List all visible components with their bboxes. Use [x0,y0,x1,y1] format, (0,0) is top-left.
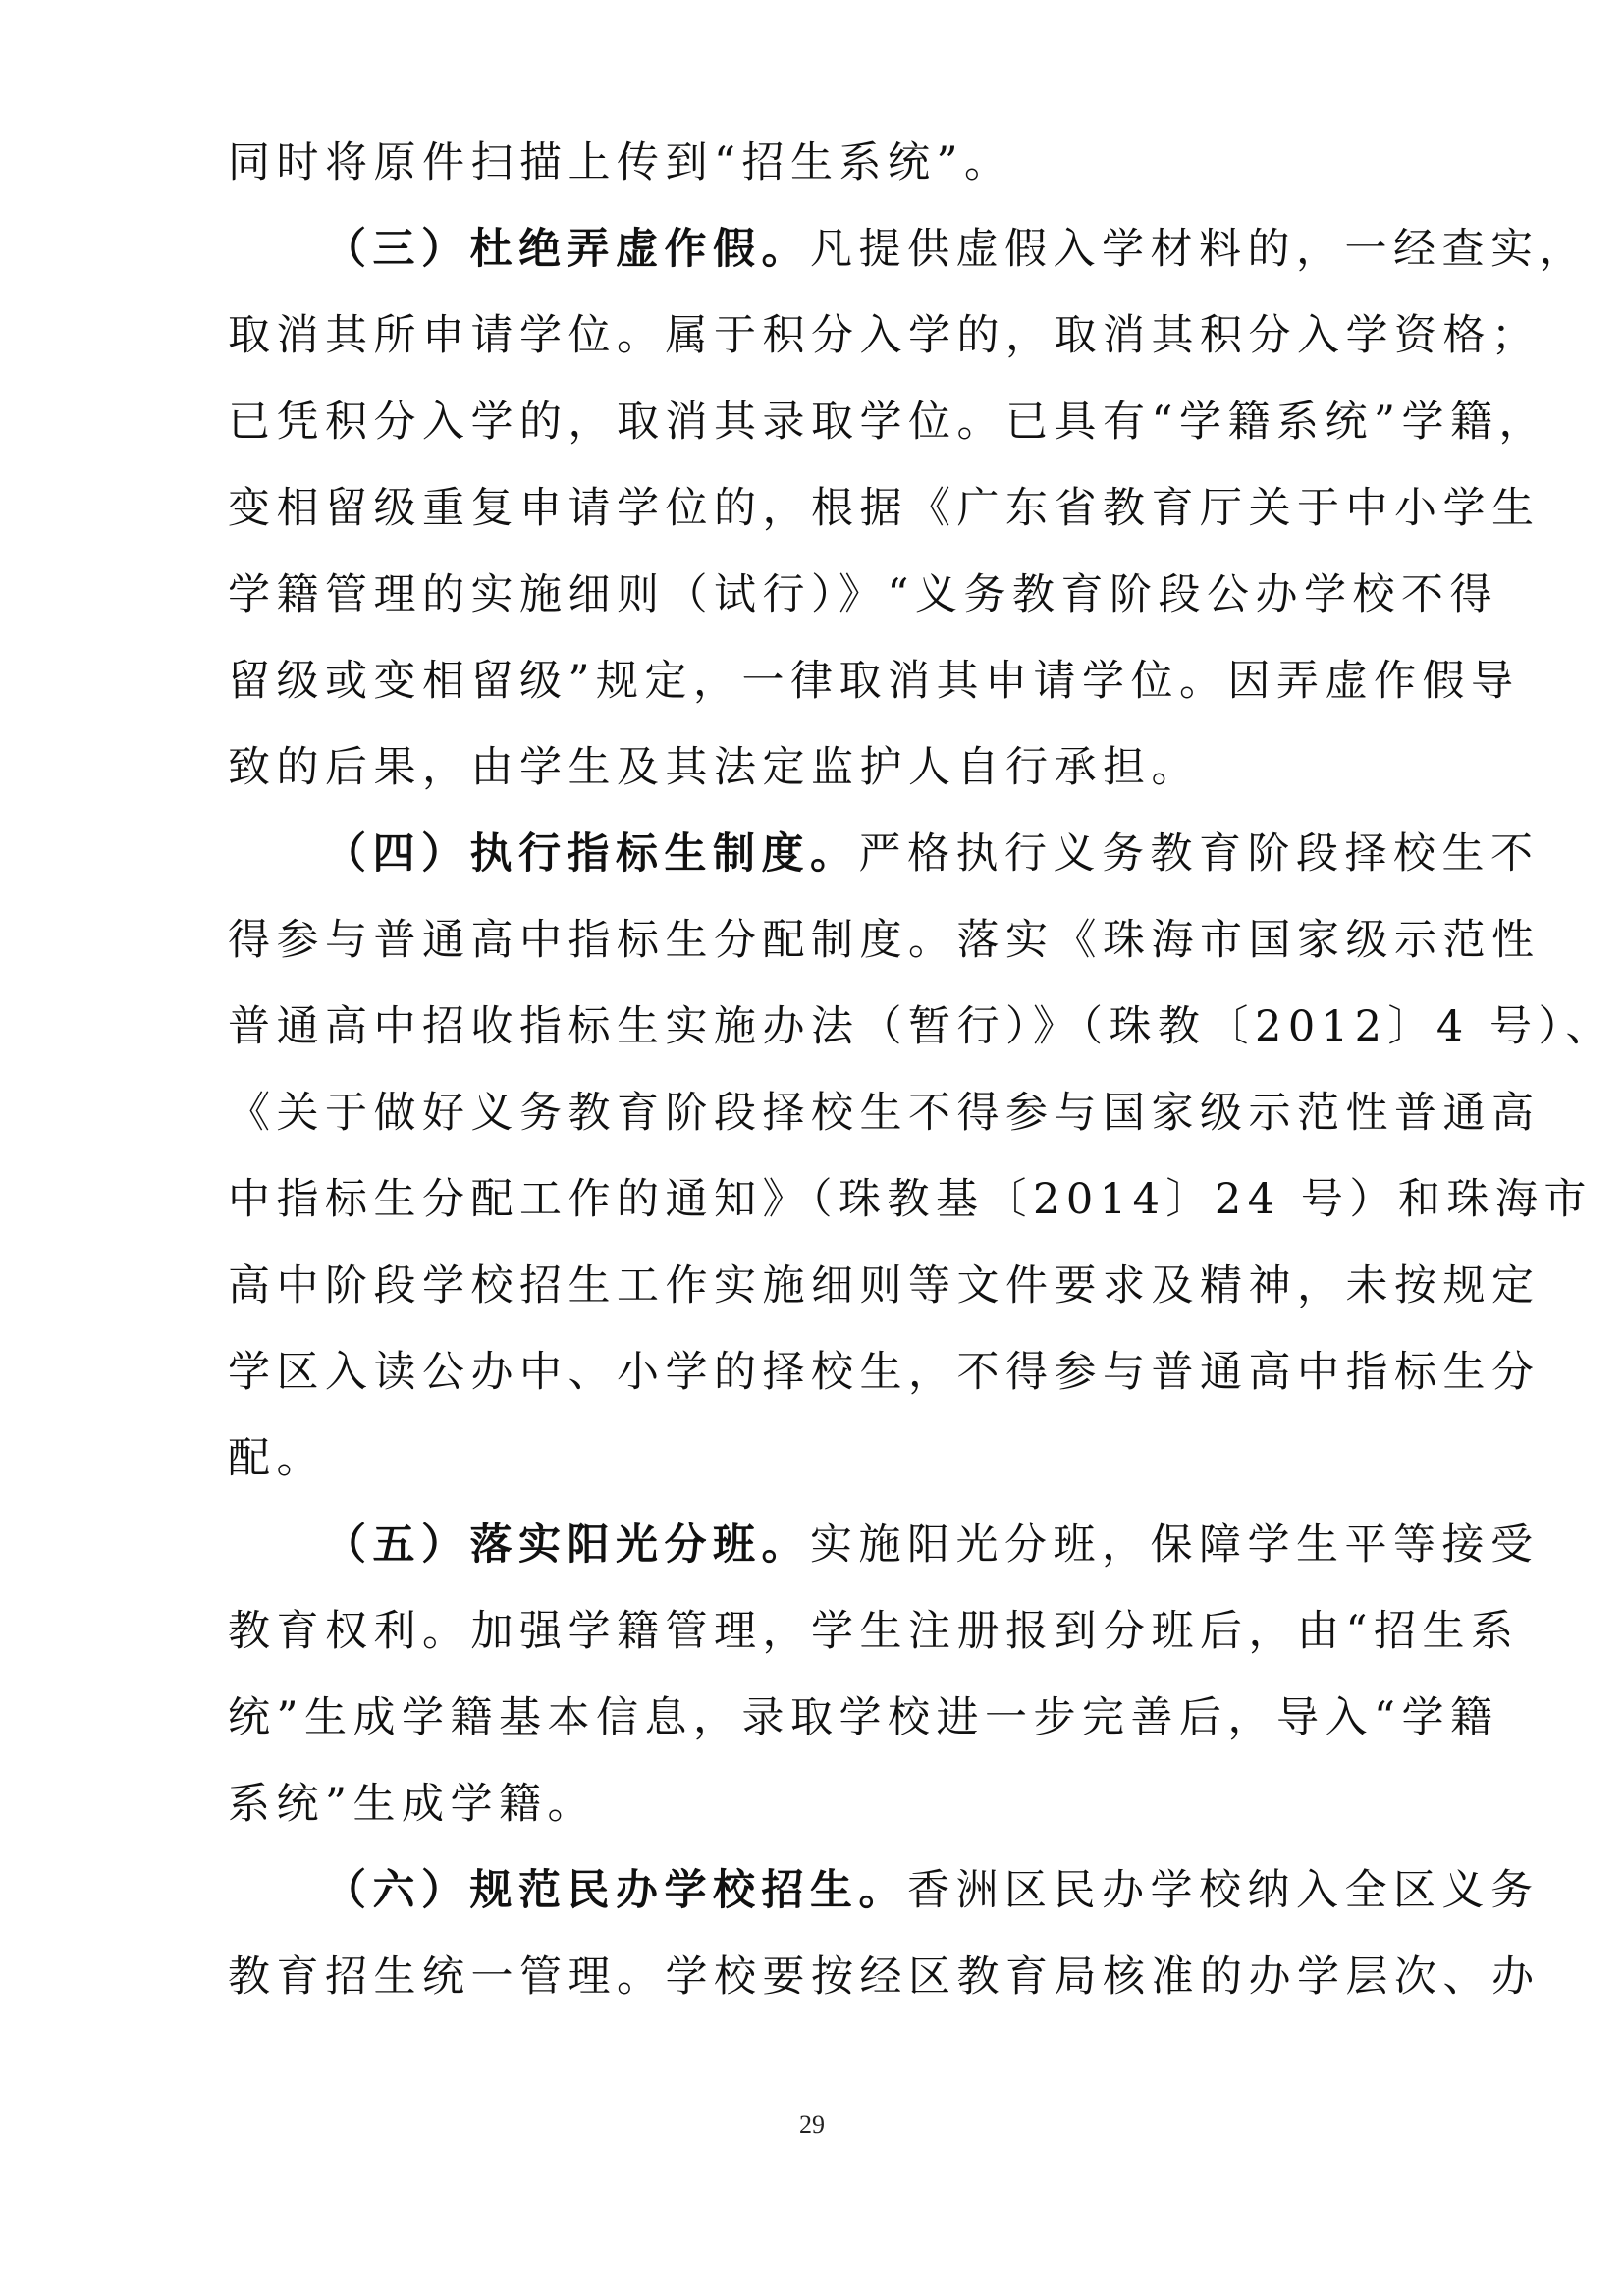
text-line: 统”生成学籍基本信息，录取学校进一步完善后，导入“学籍 [228,1693,1499,1742]
text-line: 普通高中招收指标生实施办法（暂行）》（珠教〔2012〕4 号）、 [228,1002,1614,1051]
paragraph-first-line [324,811,1540,897]
text-line: 得参与普通高中指标生分配制度。落实《珠海市国家级示范性 [228,916,1541,965]
text-line: 配。 [228,1434,325,1483]
text-line: 学籍管理的实施细则（试行）》“义务教育阶段公办学校不得 [228,570,1498,619]
line-text: 凡提供虚假入学材料的，一经查实， [810,225,1588,274]
text-line: 高中阶段学校招生工作实施细则等文件要求及精神，未按规定 [228,1261,1541,1310]
page-number: 29 [799,2110,825,2139]
paragraph-first-line [324,1847,1540,1934]
text-line: 中指标生分配工作的通知》（珠教基〔2014〕24 号）和珠海市 [228,1175,1593,1224]
text-line: 取消其所申请学位。属于积分入学的，取消其积分入学资格； [228,311,1541,360]
section-heading: （四）执行指标生制度。 [324,829,859,879]
text-line: 《关于做好义务教育阶段择校生不得参与国家级示范性普通高 [228,1089,1541,1138]
text-line: 留级或变相留级”规定，一律取消其申请学位。因弄虚作假导 [228,657,1520,706]
section-heading: （六）规范民办学校招生。 [324,1866,907,1915]
text-line: 学区入读公办中、小学的择校生，不得参与普通高中指标生分 [228,1348,1541,1397]
line-text: 严格执行义务教育阶段择校生不 [858,829,1540,879]
paragraph-first-line [324,1502,1540,1588]
text-line: 致的后果，由学生及其法定监护人自行承担。 [228,743,1200,792]
text-line: 教育招生统一管理。学校要按经区教育局核准的办学层次、办 [228,1952,1541,2002]
line-text: 香洲区民办学校纳入全区义务 [907,1866,1540,1915]
text-line [228,120,1406,206]
section-heading: （五）落实阳光分班。 [324,1521,810,1570]
paragraph-first-line [324,206,1588,293]
text-line: 系统”生成学籍。 [228,1780,596,1829]
text-line: 已凭积分入学的，取消其录取学位。已具有“学籍系统”学籍， [228,398,1547,447]
text-line: 变相留级重复申请学位的，根据《广东省教育厅关于中小学生 [228,484,1541,533]
text-line: 教育权利。加强学籍管理，学生注册报到分班后，由“招生系 [228,1607,1520,1656]
section-heading: （三）杜绝弄虚作假。 [324,225,810,274]
line-text: 实施阳光分班，保障学生平等接受 [810,1521,1540,1570]
line-text: 同时将原件扫描上传到“招生系统”。 [228,138,1013,187]
